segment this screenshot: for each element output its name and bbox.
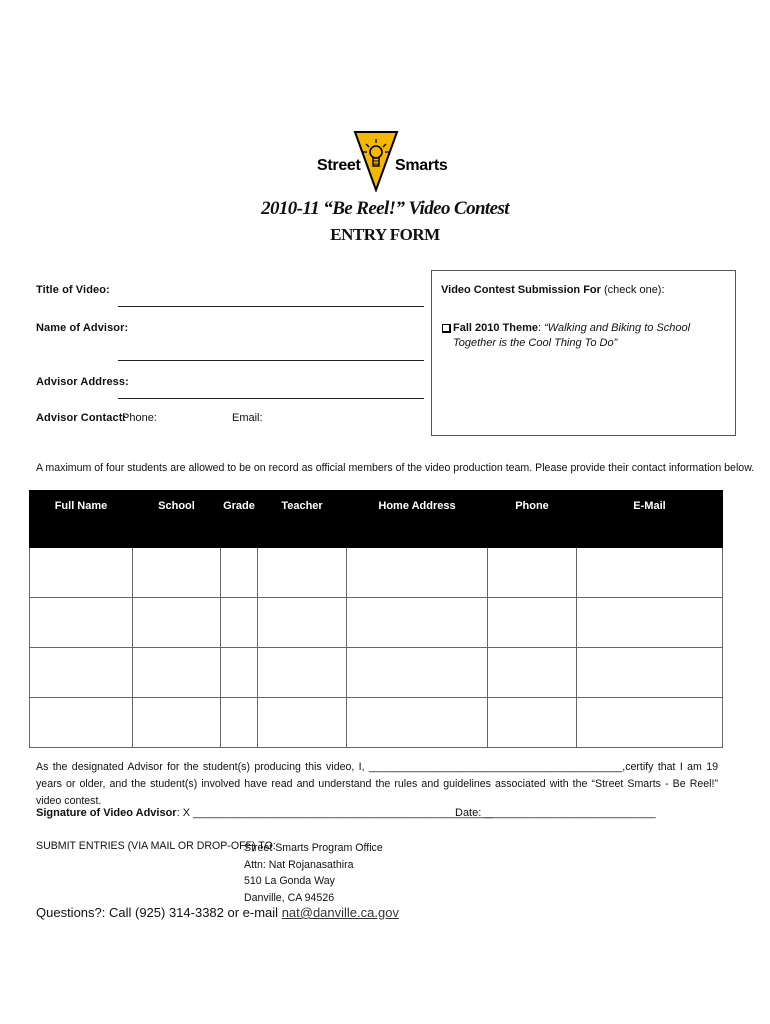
table-cell[interactable] [488, 598, 577, 648]
fall-2010-option [453, 321, 725, 351]
option-colon: : [538, 322, 545, 334]
table-cell[interactable] [30, 648, 133, 698]
column-header-grade: Grade [221, 491, 258, 548]
column-header-full-name: Full Name [30, 491, 133, 548]
table-cell[interactable] [30, 598, 133, 648]
team-note: A maximum of four students are allowed to be on record as official members of the video production team. Please provide their contact information below. [36, 462, 755, 474]
table-cell[interactable] [258, 698, 347, 748]
table-row [30, 598, 723, 648]
address-line: Street Smarts Program Office [244, 842, 383, 854]
table-cell[interactable] [221, 698, 258, 748]
table-cell[interactable] [133, 598, 221, 648]
column-header-school: School [133, 491, 221, 548]
checkbox-icon[interactable] [442, 324, 451, 333]
advisor-address-line[interactable] [118, 398, 424, 399]
questions-text: Questions?: Call (925) 314-3382 or e-mail [36, 905, 282, 920]
logo-word-street: Street [317, 157, 361, 174]
table-cell[interactable] [488, 548, 577, 598]
table-row [30, 548, 723, 598]
signature-label: Signature of Video Advisor [36, 807, 177, 819]
table-header-row [30, 491, 723, 548]
submit-entries-label: SUBMIT ENTRIES (VIA MAIL OR DROP-OFF) TO: [36, 840, 276, 852]
fall-2010-label: Fall 2010 Theme [453, 322, 538, 334]
table-cell[interactable] [221, 598, 258, 648]
address-line: 510 La Gonda Way [244, 875, 335, 887]
fall-2010-theme-text: “Walking and Biking to School Together is the Cool Thing To Do” [453, 322, 691, 349]
table-cell[interactable] [30, 698, 133, 748]
signature-line[interactable]: : X _________________________________________________ [176, 807, 493, 819]
logo-word-smarts: Smarts [395, 157, 448, 174]
table-row [30, 698, 723, 748]
table-cell[interactable] [347, 548, 488, 598]
lightbulb-in-yellow-triangle-icon [353, 130, 399, 192]
contact-email-link[interactable]: nat@danville.ca.gov [281, 905, 399, 920]
table-cell[interactable] [577, 548, 723, 598]
column-header-email: E-Mail [577, 491, 723, 548]
table-cell[interactable] [577, 698, 723, 748]
table-cell[interactable] [133, 548, 221, 598]
table-cell[interactable] [488, 648, 577, 698]
submission-heading-note: (check one): [604, 284, 665, 296]
table-cell[interactable] [347, 598, 488, 648]
team-table [29, 490, 723, 748]
table-cell[interactable] [221, 548, 258, 598]
column-header-teacher: Teacher [258, 491, 347, 548]
table-cell[interactable] [258, 548, 347, 598]
advisor-address-label: Advisor Address: [36, 376, 129, 388]
address-line: Attn: Nat Rojanasathira [244, 858, 354, 871]
table-row [30, 648, 723, 698]
table-cell[interactable] [577, 648, 723, 698]
submission-box [431, 270, 736, 436]
column-header-phone: Phone [488, 491, 577, 548]
table-cell[interactable] [30, 548, 133, 598]
submission-heading-bold: Video Contest Submission For [441, 284, 601, 296]
table-cell[interactable] [133, 698, 221, 748]
table-cell[interactable] [347, 648, 488, 698]
signature-row [36, 807, 493, 819]
name-of-advisor-label: Name of Advisor: [36, 322, 129, 334]
table-cell[interactable] [258, 648, 347, 698]
column-header-home-address: Home Address [347, 491, 488, 548]
mailing-address [244, 840, 383, 906]
title-of-video-label: Title of Video: [36, 284, 110, 296]
name-of-advisor-line[interactable] [118, 360, 424, 361]
table-cell[interactable] [258, 598, 347, 648]
table-cell[interactable] [221, 648, 258, 698]
address-line: Danville, CA 94526 [244, 891, 335, 904]
street-smarts-logo [315, 128, 448, 194]
table-cell[interactable] [133, 648, 221, 698]
title-of-video-line[interactable] [118, 306, 424, 307]
table-cell[interactable] [347, 698, 488, 748]
email-label: Email: [232, 412, 263, 424]
date-field[interactable]: Date: ____________________________ [455, 807, 656, 819]
phone-label: Phone: [122, 412, 157, 424]
advisor-contact-label: Advisor Contact: [36, 412, 127, 424]
advisor-certification-text: As the designated Advisor for the student(s) producing this video, I, ___________________________________________,certify that I am 19 years or older, and the student(s) involved have read and understand the rules and guidelines associated with the “Street Smarts - Be Reel!” video contest. [36, 761, 718, 807]
table-cell[interactable] [488, 698, 577, 748]
questions-line [36, 905, 399, 920]
page-subtitle: ENTRY FORM [330, 225, 440, 244]
page-title: 2010-11 “Be Reel!” Video Contest [261, 198, 509, 219]
submission-heading [441, 284, 665, 296]
table-cell[interactable] [577, 598, 723, 648]
